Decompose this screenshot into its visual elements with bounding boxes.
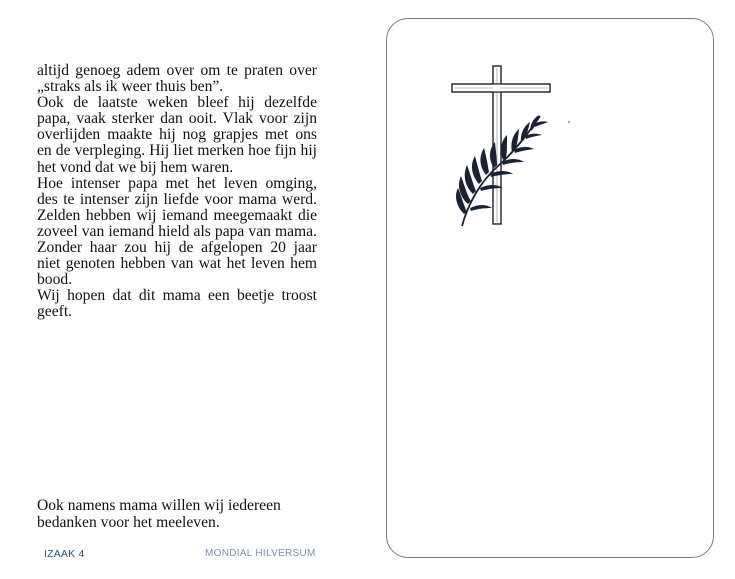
closing-text: Ook namens mama willen wij iedereen bedanken voor het meeleven.	[37, 497, 281, 531]
memorial-text	[37, 63, 317, 321]
paragraph-3: Hoe intenser papa met het leven omging, des te intenser zijn liefde voor mama werd. Zelden hebben wij iemand meegemaakt die zoveel van iemand hield als papa van mama. Zonder haar zou hij de afgelopen 20 jaar niet genoten hebben van wat het leven hem bood.	[37, 174, 317, 289]
paragraph-1: altijd genoeg adem over om te praten over „straks als ik weer thuis ben”.	[37, 62, 317, 96]
cross-with-palm-branch-icon	[450, 64, 560, 234]
paragraph-2: Ook de laatste weken bleef hij dezelfde papa, vaak sterker dan ooit. Vlak voor zijn overlijden maakte hij nog grapjes met ons en de verpleging. Hij liet merken hoe fijn hij het vond dat we bij hem waren.	[37, 94, 317, 176]
footer-printer: MONDIAL HILVERSUM	[205, 548, 316, 559]
paragraph-4: Wij hopen dat dit mama een beetje troost geeft.	[37, 287, 317, 321]
footer-code: IZAAK 4	[44, 548, 85, 560]
printing-speck	[566, 119, 572, 125]
